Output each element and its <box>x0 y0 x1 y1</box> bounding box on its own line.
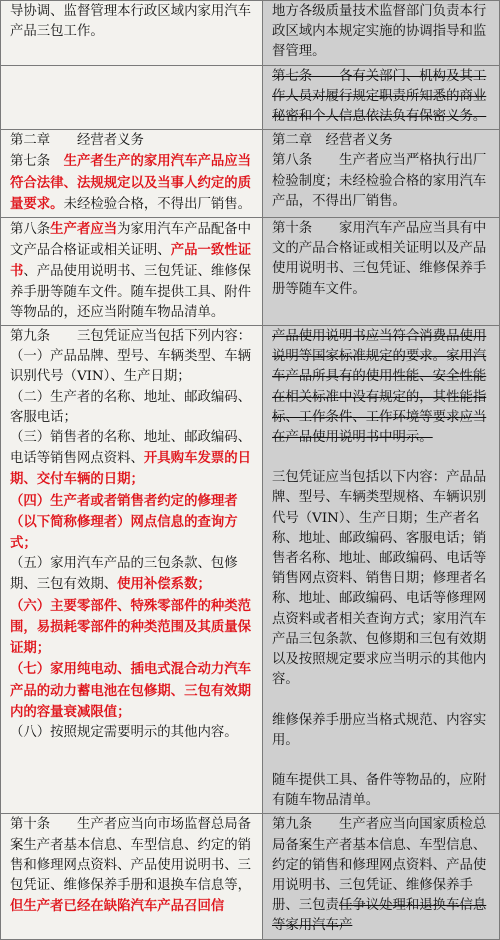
paragraph <box>272 219 495 300</box>
paragraph <box>10 327 258 347</box>
original-text-cell <box>263 218 500 326</box>
text-run: 导协调、监督管理本行政区域内家用汽车产品三包工作。 <box>10 4 252 40</box>
text-run: 维修保养手册应当格式规范、内容实用。 <box>272 712 487 748</box>
text-run: 未经检验合格，不得出厂销售。 <box>63 196 252 212</box>
deleted-text: 产品使用说明书应当符合消费品使用说明等国家标准规定的要求。家用汽车产品所具有的使用性能、安全性能在相关标准中没有规定的，其性能指标、工作条件、工作环境等要求应当在产品使用说明书中明示。 <box>272 329 487 446</box>
comparison-row <box>1 218 500 326</box>
highlighted-text: （七）家用纯电动、插电式混合动力汽车产品的动力蓄电池在包修期、三包有效期内的容量衰减限值； <box>10 661 252 720</box>
comparison-table-body <box>1 1 500 940</box>
paragraph <box>10 723 258 743</box>
comparison-row <box>1 1 500 66</box>
text-run: 第二章 经营者义务 <box>272 133 393 149</box>
original-text-cell <box>263 65 500 130</box>
highlighted-text: （六）主要零部件、特殊零部件的种类范围，易损耗零部件的种类范围及其质量保证期； <box>10 597 252 657</box>
paragraph <box>10 388 258 428</box>
paragraph <box>10 131 258 151</box>
paragraph <box>272 468 495 690</box>
paragraph-spacer <box>272 448 495 468</box>
paragraph-spacer <box>272 691 495 711</box>
text-run: （八）按照规定需要明示的其他内容。 <box>10 724 238 740</box>
paragraph <box>272 131 495 151</box>
text-run: 三包凭证应当包括以下内容：产品品牌、型号、车辆类型规格、车辆识别代号（VIN）、生产日期；生产者名称、地址、邮政编码、客服电话；销售者名称、地址、邮政编码、电话等销售网点资料、销售日期；修理者名称、地址、邮政编码、电话等修理网点资料或者相关查询方式；家用汽车产品三包条款、包修期和三包有效期以及按照规定要求应当明示的其他内容。 <box>272 470 487 688</box>
text-run: 第十条 生产者应当向市场监督总局备案生产者基本信息、车型信息、约定的销售和修理网点资料、产品使用说明书、三包凭证、维修保养手册和退换车信息等， <box>10 817 252 893</box>
original-text-cell <box>263 1 500 66</box>
paragraph <box>10 151 258 215</box>
comparison-row <box>1 814 500 939</box>
paragraph <box>272 327 495 448</box>
highlighted-text: 生产者应当 <box>50 221 118 238</box>
paragraph <box>10 347 258 387</box>
highlighted-text: （四）生产者或者销售者约定的修理者（以下简称修理者）网点信息的查询方式； <box>10 492 238 552</box>
text-run: 第九条 三包凭证应当包括下列内容： <box>10 329 252 345</box>
text-run: 第八条 <box>10 222 51 238</box>
original-text-cell <box>263 814 500 939</box>
text-run: （一）产品品牌、型号、车辆类型、车辆识别代号（VIN）、生产日期； <box>10 349 252 385</box>
revised-text-cell <box>1 814 263 939</box>
deleted-text: 任争议处理和退换车信息等家用汽车产 <box>272 898 487 934</box>
text-run: 第十条 家用汽车产品应当具有中文的产品合格证或相关证明以及产品使用说明书、三包凭证、维修保养手册等随车文件。 <box>272 221 487 297</box>
paragraph <box>10 596 258 660</box>
paragraph <box>10 554 258 595</box>
comparison-row <box>1 130 500 218</box>
highlighted-text: 产品一致性证书 <box>10 242 252 280</box>
comparison-row <box>1 65 500 130</box>
text-run: （五）家用汽车产品的三包条款、包修期、三包有效期、 <box>10 556 238 593</box>
text-run: 第八条 生产者应当严格执行出厂检验制度；未经检验合格的家用汽车产品，不得出厂销售。 <box>272 153 487 209</box>
revised-text-cell <box>1 218 263 326</box>
paragraph <box>272 771 495 811</box>
highlighted-text: 使用补偿系数； <box>117 576 211 593</box>
original-text-cell <box>263 326 500 814</box>
paragraph <box>272 711 495 751</box>
deleted-text: 第七条 各有关部门、机构及其工作人员对履行规定职责所知悉的商业秘密和个人信息依法负有保密义务。 <box>272 68 487 125</box>
text-run: 、产品使用说明书、三包凭证、维修保养手册等随车文件。随车提供工具、附件等物品的，还应当附随车物品清单。 <box>10 264 252 320</box>
text-run: （二）生产者的名称、地址、邮政编码、客服电话； <box>10 389 252 425</box>
paragraph <box>272 151 495 212</box>
text-run: 地方各级质量技术监督部门负责本行政区域内本规定实施的协调指导和监督管理。 <box>272 4 487 60</box>
paragraph <box>10 491 258 555</box>
highlighted-text: 开具购车发票的日期、交付车辆的日期； <box>10 450 252 488</box>
revised-text-cell <box>1 65 263 130</box>
paragraph <box>10 815 258 917</box>
revised-text-cell <box>1 1 263 66</box>
paragraph <box>10 659 258 723</box>
paragraph-spacer <box>272 751 495 771</box>
revised-text-cell <box>1 326 263 814</box>
original-text-cell <box>263 130 500 218</box>
text-run: 为家用汽车产品配备中文产品合格证或相关证明、 <box>10 222 252 259</box>
comparison-row <box>1 326 500 814</box>
paragraph <box>10 428 258 491</box>
paragraph <box>272 2 495 63</box>
paragraph <box>272 815 495 936</box>
text-run: 第九条 生产者应当向国家质检总局备案生产者基本信息、车型信息、约定的销售和修理网点资料、产品使用说明书、三包凭证、维修保养手册、三包责 <box>272 817 487 914</box>
paragraph <box>10 2 258 42</box>
text-run: （三）销售者的名称、地址、邮政编码、电话等销售网点资料、 <box>10 430 252 467</box>
paragraph <box>272 67 495 128</box>
text-run: 随车提供工具、备件等物品的，应附有随车物品清单。 <box>272 772 487 809</box>
highlighted-text: 生产者生产的家用汽车产品应当符合法律、法规规定以及当事人约定的质量要求。 <box>10 153 252 212</box>
text-run: 第七条 <box>10 154 64 170</box>
revised-text-cell <box>1 130 263 218</box>
text-run: 第二章 经营者义务 <box>10 133 144 149</box>
highlighted-text: 但生产者已经在缺陷汽车产品召回信 <box>10 898 225 915</box>
paragraph <box>10 219 258 323</box>
